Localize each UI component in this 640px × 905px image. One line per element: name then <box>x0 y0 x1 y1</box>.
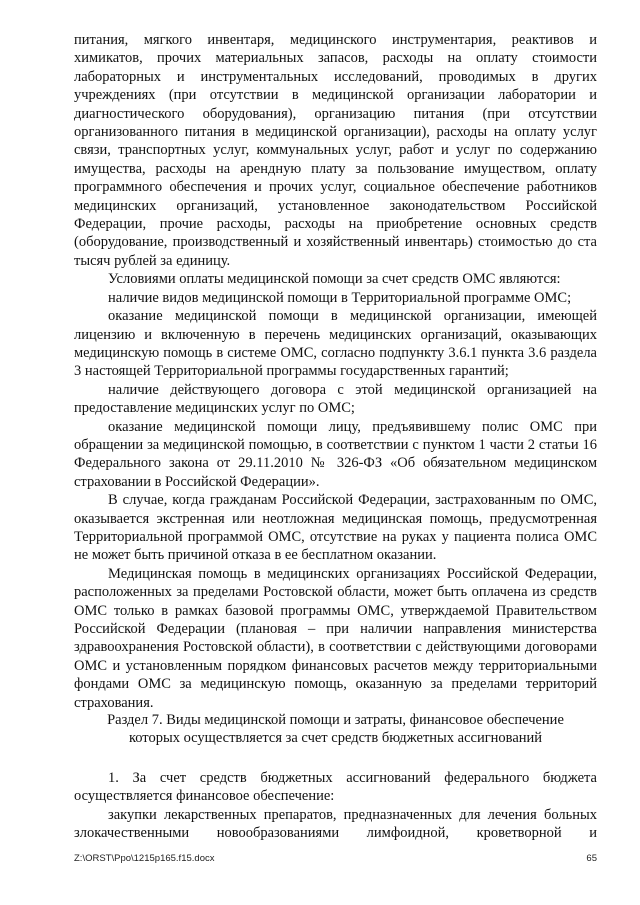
file-path: Z:\ORST\Ppo\1215p165.f15.docx <box>74 853 215 864</box>
section-body <box>74 769 597 843</box>
paragraph: питания, мягкого инвентаря, медицинского инструментария, реактивов и химикатов, прочих материальных запасов, расходы на оплату стоимости лабораторных и инструментальных исследований, проводимых в других учреждениях (при отсутствии в медицинской организации лаборатории и диагностического оборудования), организацию питания (при отсутствии организованного питания в медицинской организации), расходы на оплату услуг связи, транспортных услуг, коммунальных услуг, работ и услуг по содержанию имущества, расходы на арендную плату за пользование имуществом, оплату программного обеспечения и прочих услуг, социальное обеспечение работников медицинских организаций, установленное законодательством Российской Федерации, прочие расходы, расходы на приобретение основных средств (оборудование, производственный и хозяйственный инвентарь) стоимостью до ста тысяч рублей за единицу. <box>74 32 597 269</box>
paragraph: наличие видов медицинской помощи в Территориальной программе ОМС; <box>108 289 572 306</box>
paragraph: оказание медицинской помощи лицу, предъявившему полис ОМС при обращении за медицинской помощью, в соответствии с пунктом 1 части 2 статьи 16 Федерального закона от 29.11.2010 № 326-ФЗ «Об обязательном медицинском страховании в Российской Федерации». <box>74 418 597 490</box>
body-text <box>74 31 597 712</box>
paragraph: закупки лекарственных препаратов, предназначенных для лечения больных злокачественными новообразованиями лимфоидной, кроветворной и <box>74 806 597 842</box>
paragraph: наличие действующего договора с этой медицинской организацией на предоставление медицинских услуг по ОМС; <box>74 381 597 417</box>
page-number: 65 <box>586 853 597 864</box>
section-title <box>74 711 597 748</box>
section-title-line: которых осуществляется за счет средств бюджетных ассигнований <box>128 730 543 747</box>
section-title-line: Раздел 7. Виды медицинской помощи и затраты, финансовое обеспечение <box>107 712 564 728</box>
paragraph: В случае, когда гражданам Российской Федерации, застрахованным по ОМС, оказывается экстренная или неотложная медицинская помощь, предусмотренная Территориальной программой ОМС, отсутствие на руках у пациента полиса ОМС не может быть причиной отказа в ее бесплатном оказании. <box>74 492 597 564</box>
paragraph: 1. За счет средств бюджетных ассигнований федерального бюджета осуществляется финансовое обеспечение: <box>74 770 597 805</box>
paragraph: Условиями оплаты медицинской помощи за счет средств ОМС являются: <box>108 271 561 288</box>
paragraph: Медицинская помощь в медицинских организациях Российской Федерации, расположенных за пределами Ростовской области, может быть оплачена из средств ОМС только в рамках базовой программы ОМС, утверждаемой Правительством Российской Федерации (плановая – при наличии направления министерства здравоохранения Ростовской области), в соответствии с действующими договорами ОМС и установленным порядком финансовых расчетов между территориальными фондами ОМС за медицинскую помощь, оказанную за пределами территорий страхования. <box>74 565 597 711</box>
paragraph: оказание медицинской помощи в медицинской организации, имеющей лицензию и включенную в перечень медицинских организаций, оказывающих медицинскую помощь в системе ОМС, согласно подпункту 3.6.1 пункта 3.6 раздела 3 настоящей Территориальной программы государственных гарантий; <box>74 308 597 380</box>
